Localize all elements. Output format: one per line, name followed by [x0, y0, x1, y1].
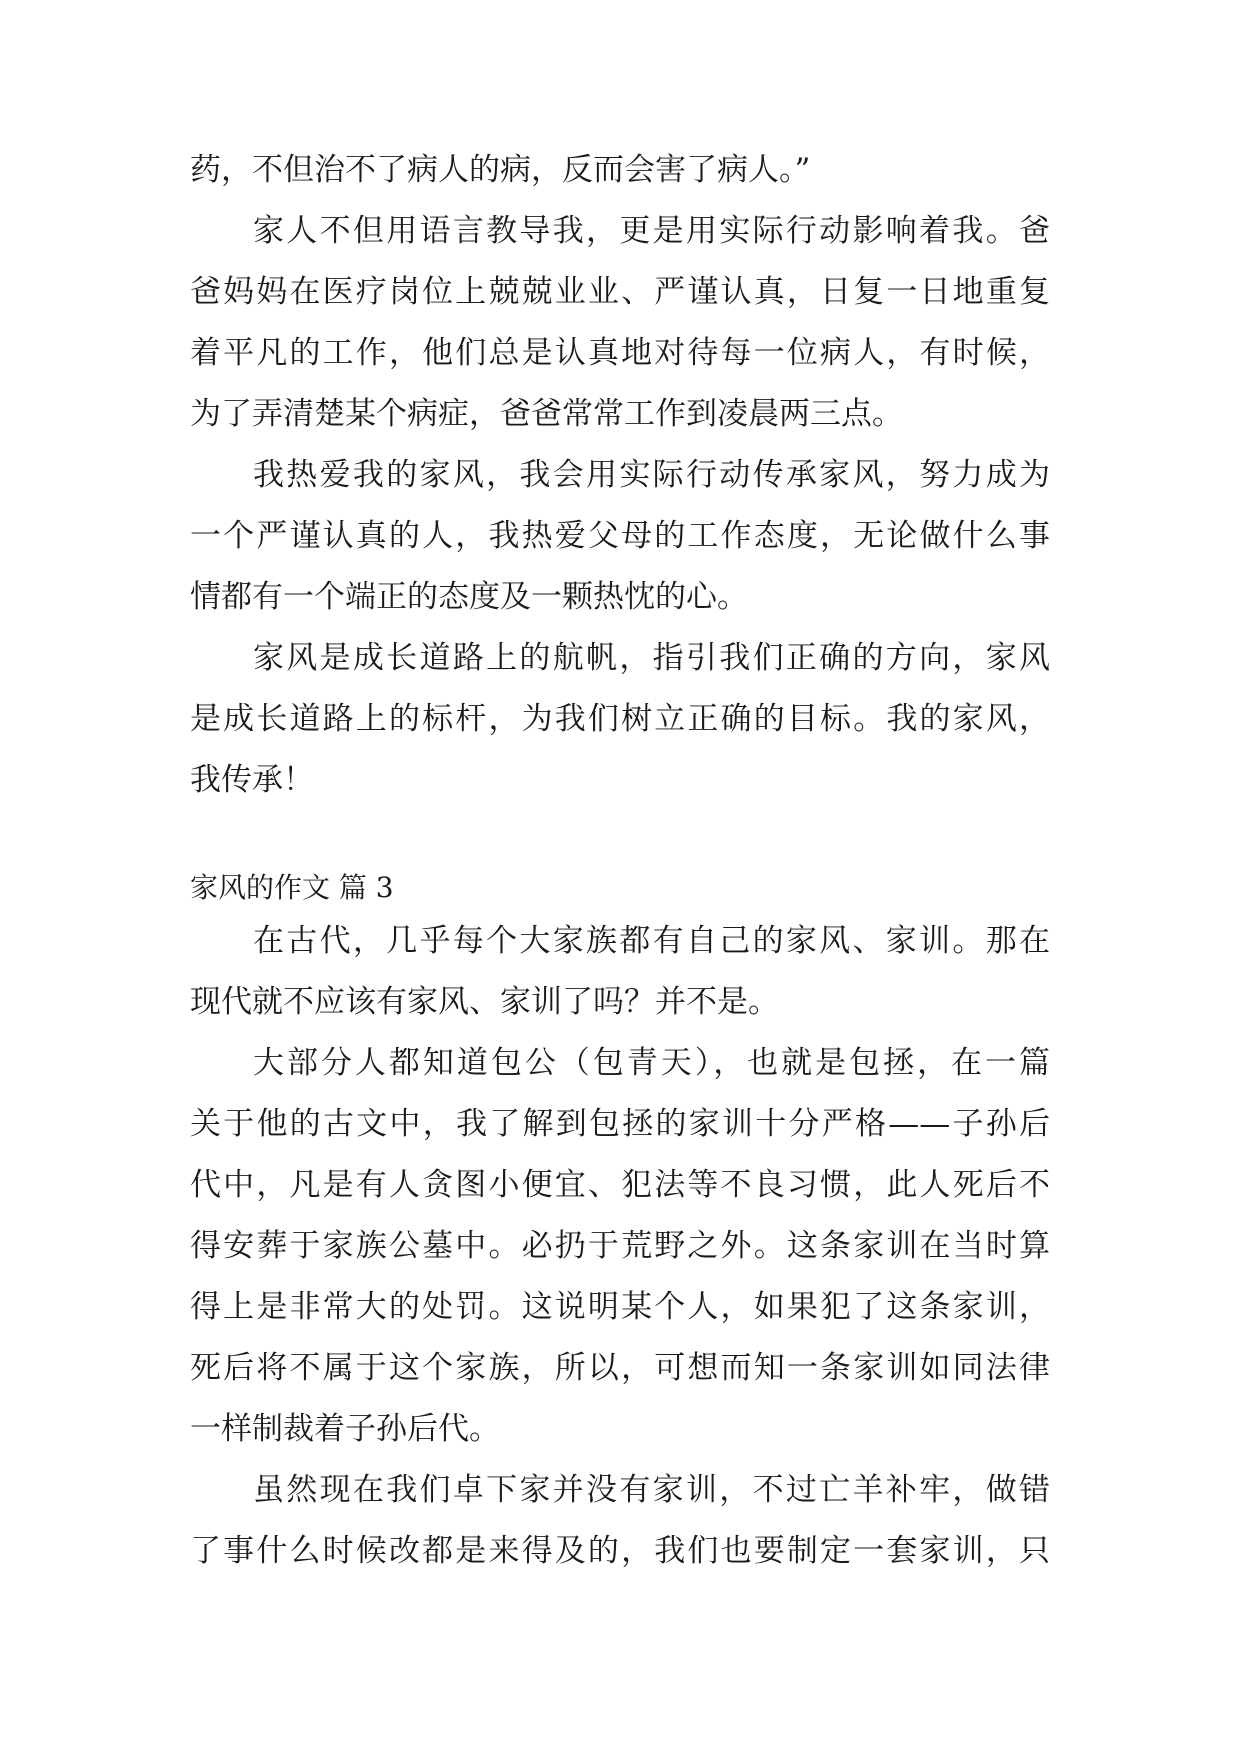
paragraph-line: 我传承！: [190, 762, 314, 798]
paragraph-line: 了事什么时候改都是来得及的，我们也要制定一套家训，只: [190, 1533, 1050, 1569]
paragraph-line: 家风是成长道路上的航帆，指引我们正确的方向，家风: [253, 640, 1050, 676]
paragraph-line: 得安葬于家族公墓中。必扔于荒野之外。这条家训在当时算: [190, 1228, 1050, 1264]
section-title: 家风的作文 篇 3: [190, 871, 394, 904]
paragraph-line: 情都有一个端正的态度及一颗热忱的心。: [190, 579, 748, 615]
paragraph-line: 我热爱我的家风，我会用实际行动传承家风，努力成为: [253, 457, 1050, 493]
paragraph-line: 爸妈妈在医疗岗位上兢兢业业、严谨认真，日复一日地重复: [190, 274, 1050, 310]
paragraph-line: 药，不但治不了病人的病，反而会害了病人。”: [190, 152, 811, 188]
paragraph-line: 大部分人都知道包公（包青天），也就是包拯，在一篇: [253, 1045, 1050, 1081]
paragraph-line: 是成长道路上的标杆，为我们树立正确的目标。我的家风，: [190, 701, 1050, 737]
paragraph-line: 一个严谨认真的人，我热爱父母的工作态度，无论做什么事: [190, 518, 1050, 554]
paragraph-line: 现代就不应该有家风、家训了吗？并不是。: [190, 984, 779, 1020]
paragraph-line: 死后将不属于这个家族，所以，可想而知一条家训如同法律: [190, 1350, 1050, 1386]
paragraph-line: 得上是非常大的处罚。这说明某个人，如果犯了这条家训，: [190, 1289, 1050, 1325]
paragraph-line: 关于他的古文中，我了解到包拯的家训十分严格——子孙后: [190, 1106, 1050, 1142]
paragraph-line: 一样制裁着子孙后代。: [190, 1411, 500, 1447]
paragraph-line: 为了弄清楚某个病症，爸爸常常工作到凌晨两三点。: [190, 396, 903, 432]
paragraph-line: 虽然现在我们卓下家并没有家训，不过亡羊补牢，做错: [253, 1472, 1050, 1508]
paragraph-line: 着平凡的工作，他们总是认真地对待每一位病人，有时候，: [190, 335, 1050, 371]
paragraph-line: 家人不但用语言教导我，更是用实际行动影响着我。爸: [253, 213, 1050, 249]
paragraph-line: 在古代，几乎每个大家族都有自己的家风、家训。那在: [253, 923, 1050, 959]
paragraph-line: 代中，凡是有人贪图小便宜、犯法等不良习惯，此人死后不: [190, 1167, 1050, 1203]
